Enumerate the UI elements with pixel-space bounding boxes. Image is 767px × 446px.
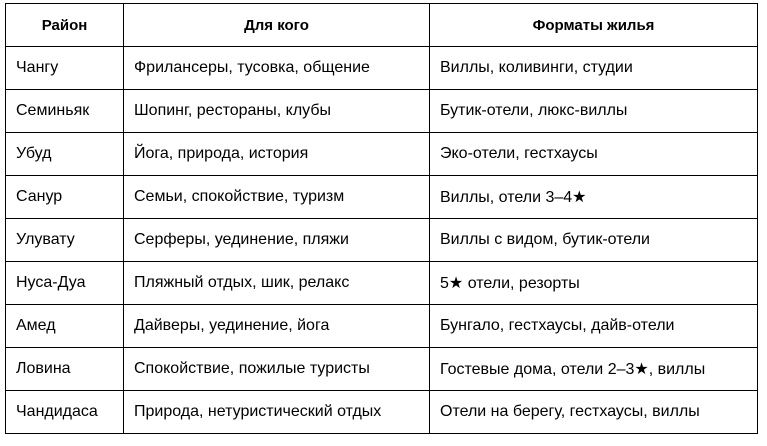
cell-audience: Природа, нетуристический отдых (124, 391, 430, 434)
cell-audience: Йога, природа, история (124, 133, 430, 176)
cell-housing: Эко-отели, гестхаусы (430, 133, 758, 176)
table-row (6, 348, 758, 391)
cell-district: Нуса-Дуа (6, 262, 124, 305)
cell-district: Семиньяк (6, 90, 124, 133)
table-header-row (6, 4, 758, 47)
cell-audience: Серферы, уединение, пляжи (124, 219, 430, 262)
cell-district: Чандидаса (6, 391, 124, 434)
table-row (6, 262, 758, 305)
cell-housing: Бунгало, гестхаусы, дайв-отели (430, 305, 758, 348)
cell-audience: Фрилансеры, тусовка, общение (124, 47, 430, 90)
cell-district: Убуд (6, 133, 124, 176)
table-row (6, 305, 758, 348)
cell-district: Ловина (6, 348, 124, 391)
cell-district: Чангу (6, 47, 124, 90)
table-row (6, 47, 758, 90)
cell-audience: Спокойствие, пожилые туристы (124, 348, 430, 391)
header-district: Район (6, 4, 124, 47)
cell-audience: Дайверы, уединение, йога (124, 305, 430, 348)
cell-audience: Семьи, спокойствие, туризм (124, 176, 430, 219)
cell-housing: Отели на берегу, гестхаусы, виллы (430, 391, 758, 434)
districts-table (5, 3, 758, 434)
table-row (6, 176, 758, 219)
header-housing: Форматы жилья (430, 4, 758, 47)
cell-housing: Виллы, отели 3–4★ (430, 176, 758, 219)
table-row (6, 133, 758, 176)
cell-district: Улувату (6, 219, 124, 262)
cell-housing: Виллы с видом, бутик-отели (430, 219, 758, 262)
header-audience: Для кого (124, 4, 430, 47)
cell-housing: Гостевые дома, отели 2–3★, виллы (430, 348, 758, 391)
cell-housing: Бутик-отели, люкс-виллы (430, 90, 758, 133)
cell-housing: Виллы, коливинги, студии (430, 47, 758, 90)
cell-district: Санур (6, 176, 124, 219)
cell-housing: 5★ отели, резорты (430, 262, 758, 305)
table-row (6, 90, 758, 133)
cell-audience: Пляжный отдых, шик, релакс (124, 262, 430, 305)
cell-audience: Шопинг, рестораны, клубы (124, 90, 430, 133)
table-row (6, 391, 758, 434)
cell-district: Амед (6, 305, 124, 348)
table-row (6, 219, 758, 262)
